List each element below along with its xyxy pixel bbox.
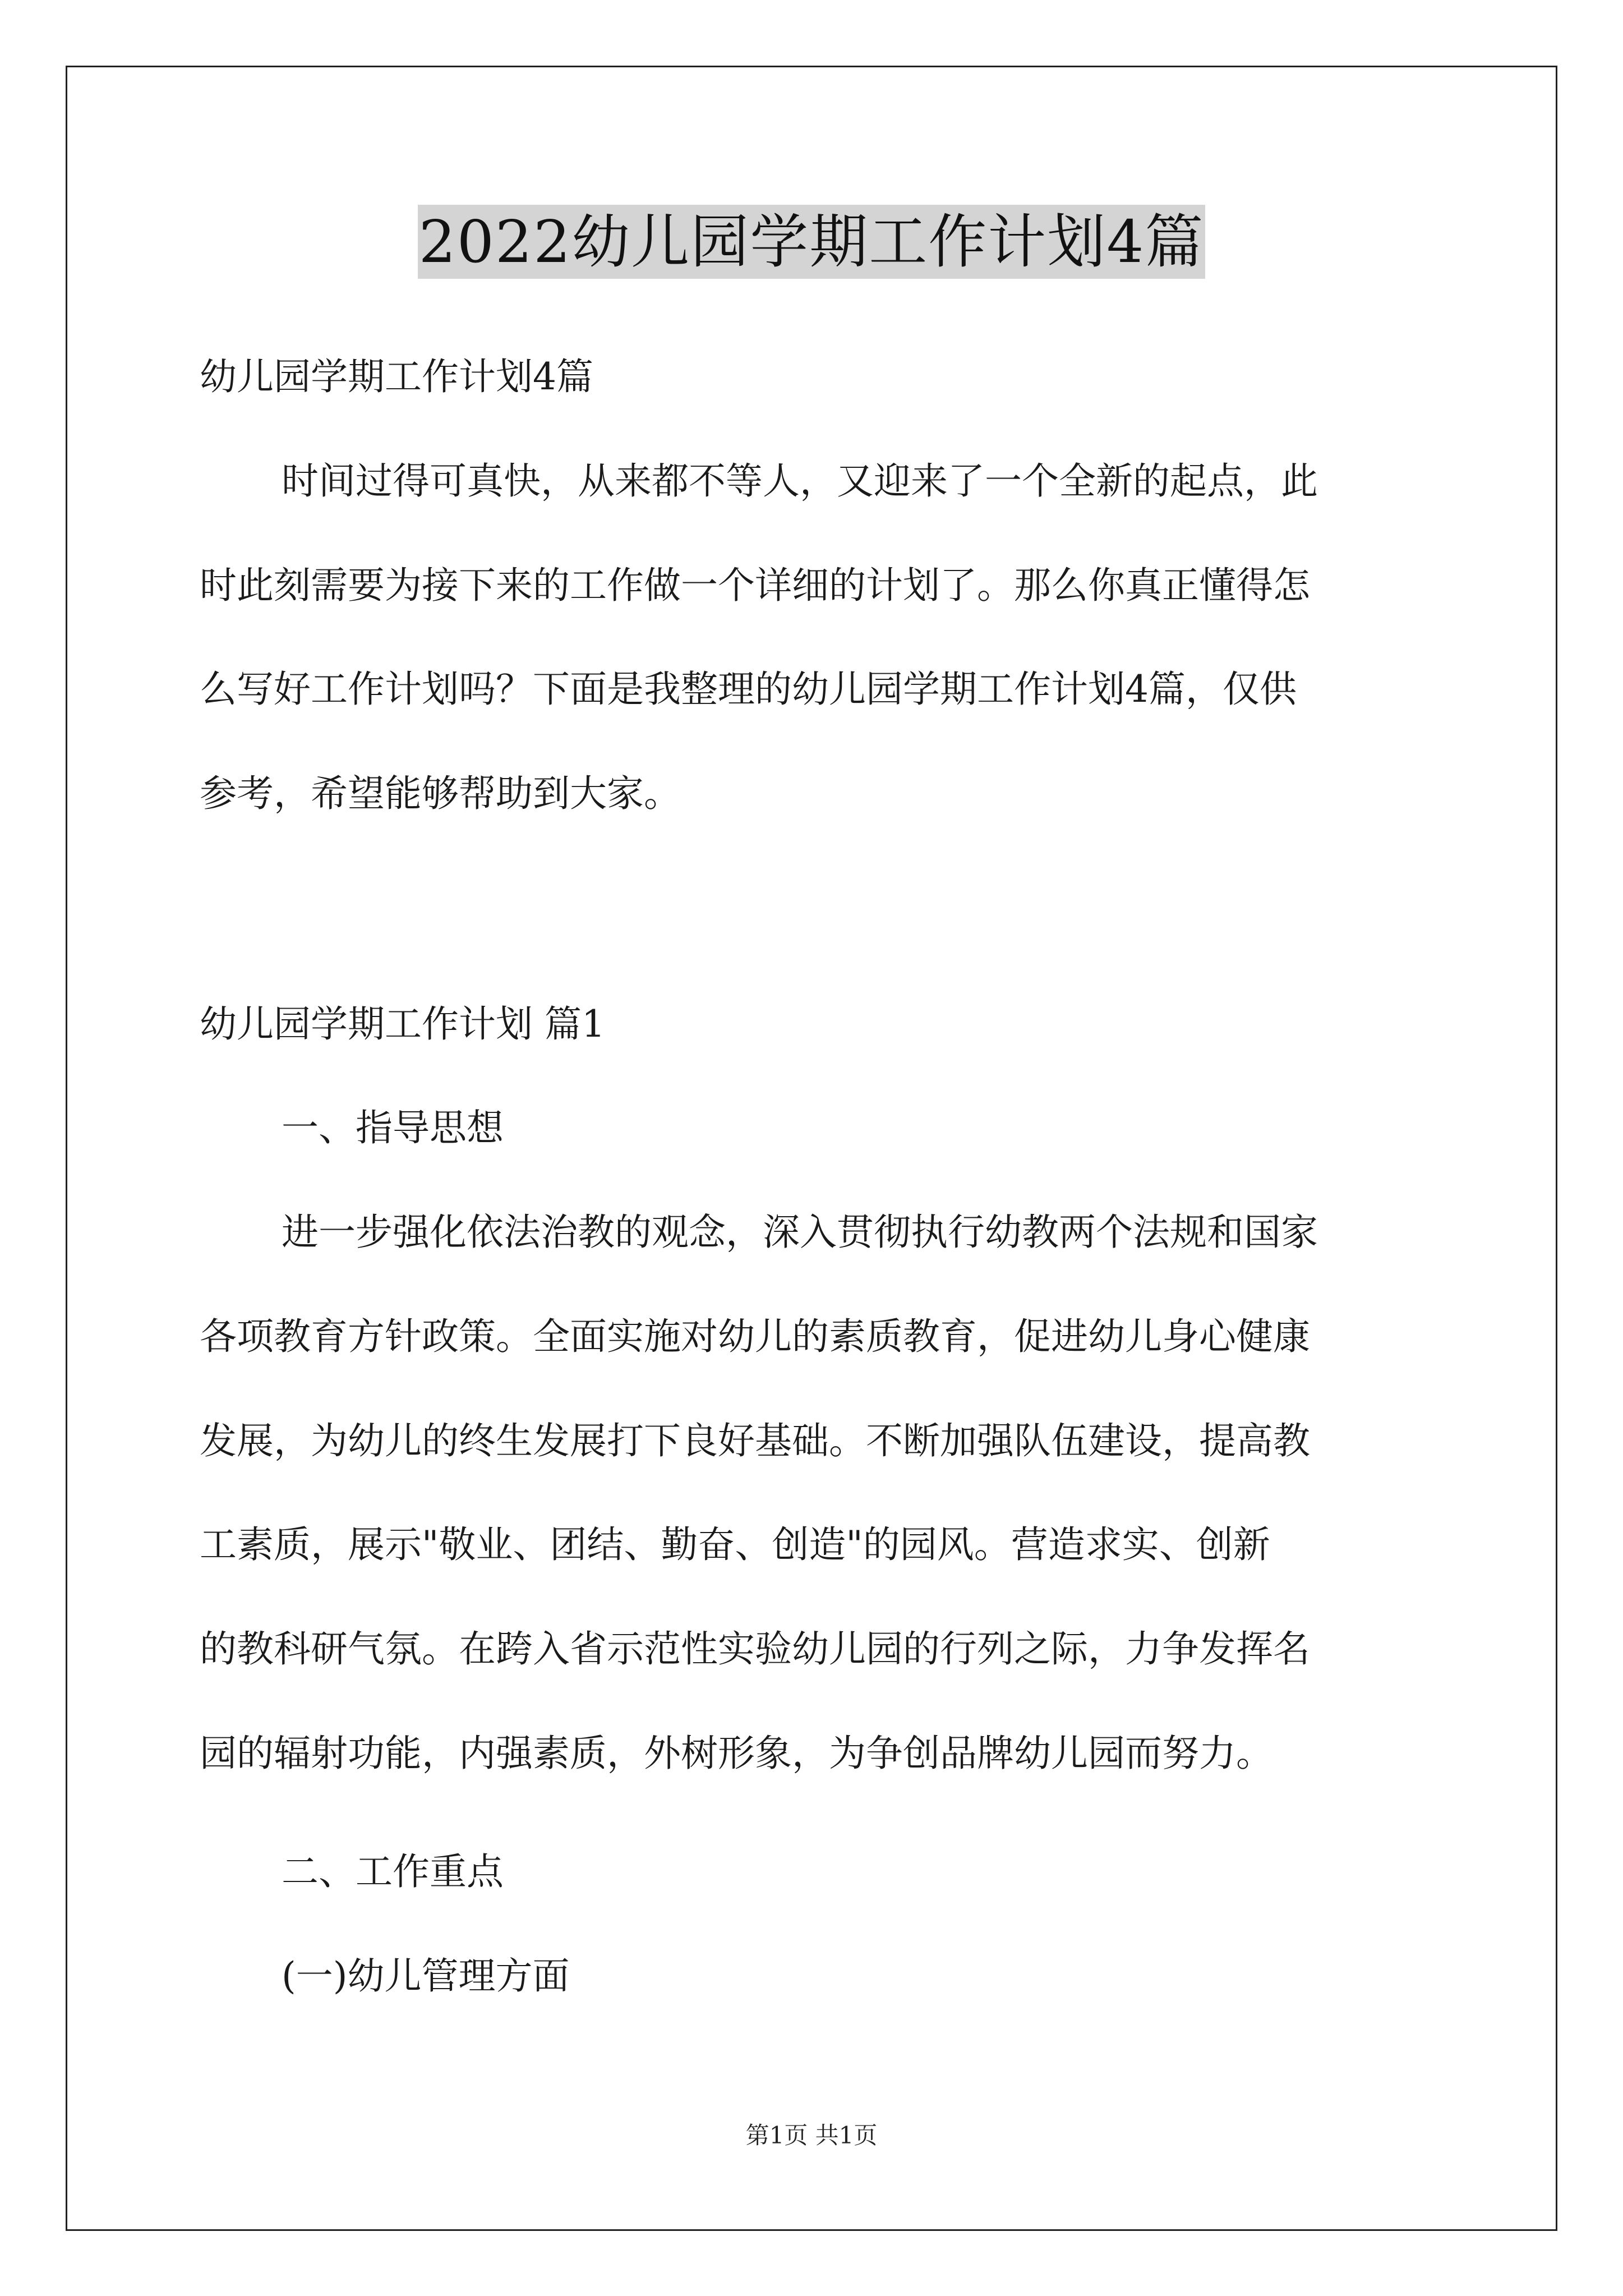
- body-line: 的教科研气氛。在跨入省示范性实验幼儿园的行列之际，力争发挥名: [200, 1627, 1310, 1671]
- intro-line: 么写好工作计划吗？下面是我整理的幼儿园学期工作计划4篇，仅供: [200, 668, 1297, 711]
- body-line: 各项教育方针政策。全面实施对幼儿的素质教育，促进幼儿身心健康: [200, 1315, 1310, 1358]
- title-container: [0, 205, 1623, 279]
- document-title: 2022幼儿园学期工作计划4篇: [418, 205, 1206, 279]
- heading-child-management: (一)幼儿管理方面: [282, 1954, 570, 1998]
- body-line: 园的辐射功能，内强素质，外树形象，为争创品牌幼儿园而努力。: [200, 1732, 1273, 1775]
- body-line: 发展，为幼儿的终生发展打下良好基础。不断加强队伍建设，提高教: [200, 1419, 1310, 1462]
- page-footer: 第1页 共1页: [745, 2122, 878, 2149]
- section-heading: 幼儿园学期工作计划 篇1: [200, 1002, 605, 1046]
- intro-line: 时此刻需要为接下来的工作做一个详细的计划了。那么你真正懂得怎: [200, 564, 1310, 607]
- intro-line: 时间过得可真快，从来都不等人，又迎来了一个全新的起点，此: [282, 459, 1318, 503]
- heading-guiding-thought: 一、指导思想: [282, 1106, 504, 1149]
- heading-work-focus: 二、工作重点: [282, 1850, 504, 1893]
- subtitle: 幼儿园学期工作计划4篇: [200, 355, 593, 398]
- body-line: 工素质，展示"敬业、团结、勤奋、创造"的园风。营造求实、创新: [200, 1523, 1270, 1566]
- intro-line: 参考，希望能够帮助到大家。: [200, 772, 681, 815]
- body-line: 进一步强化依法治教的观念，深入贯彻执行幼教两个法规和国家: [282, 1211, 1318, 1254]
